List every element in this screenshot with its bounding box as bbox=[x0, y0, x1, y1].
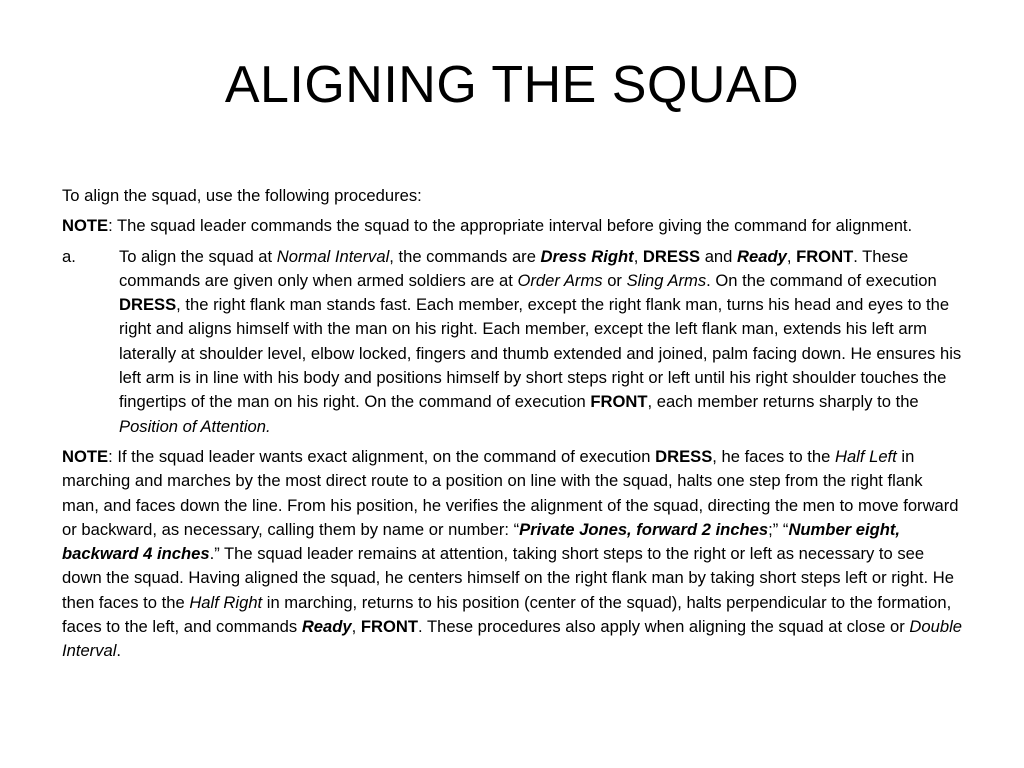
text-run: . These commands are given only when armed soldiers are at bbox=[119, 246, 909, 290]
bold-run: DRESS bbox=[119, 295, 177, 315]
text-run: , bbox=[786, 246, 797, 266]
italic-run: Order Arms bbox=[517, 270, 603, 290]
bold-run: FRONT bbox=[360, 617, 419, 637]
text-run: or bbox=[602, 270, 627, 290]
intro-paragraph: To align the squad, use the following procedures: bbox=[62, 186, 422, 205]
italic-run: Sling Arms bbox=[626, 270, 707, 290]
text-run: and bbox=[700, 246, 738, 266]
slide-title: ALIGNING THE SQUAD bbox=[224, 56, 800, 114]
note-label: NOTE bbox=[62, 446, 109, 466]
text-run: in marching, returns to his position (center of the squad), halts perpendicular to the formation, faces to the left, and commands bbox=[62, 592, 952, 637]
italic-run: Double Interval bbox=[62, 617, 962, 661]
procedure-item-a bbox=[62, 245, 962, 439]
text-run: , he faces to the bbox=[712, 446, 835, 466]
note-text: : The squad leader commands the squad to the appropriate interval before giving the command for alignment. bbox=[108, 216, 913, 236]
bold-italic-run: Dress Right bbox=[540, 246, 634, 266]
text-run: , bbox=[633, 246, 643, 266]
text-run: , the right flank man stands fast. Each member, except the right flank man, turns his head and eyes to the right and aligns himself with the man on his right. Each member, except the left flank man, extends his left arm laterally at shoulder level, elbow locked, fingers and thumb extended and joined, palm facing down. He ensures his left arm is in line with his body and positions himself by short steps right or left until his right shoulder touches the fingertips of the man on his right. On the command of execution bbox=[119, 295, 962, 412]
italic-run: Position of Attention. bbox=[119, 416, 271, 436]
text-run: To align the squad at bbox=[119, 246, 277, 266]
text-run: . On the command of execution bbox=[706, 270, 937, 290]
bold-italic-run: Ready bbox=[737, 246, 787, 266]
bold-italic-run: Private Jones, forward 2 inches bbox=[519, 519, 769, 539]
text-run: in marching and marches by the most direct route to a position on line with the squad, halts one step from the right flank man, and faces down the line. From his position, he verifies the alignment of the squad, directing the men to move forward or backward, as necessary, calling them by name or number: “ bbox=[62, 446, 959, 539]
text-run: , each member returns sharply to the bbox=[647, 392, 919, 412]
text-run: , bbox=[351, 617, 361, 637]
text-run: , the commands are bbox=[389, 246, 541, 266]
text-run: : If the squad leader wants exact alignment, on the command of execution bbox=[108, 446, 656, 466]
bold-italic-run: Ready bbox=[301, 617, 352, 637]
note-label: NOTE bbox=[62, 216, 109, 236]
slide-body bbox=[62, 184, 962, 670]
text-run: . These procedures also apply when aligning the squad at close or bbox=[418, 617, 910, 637]
bold-run: DRESS bbox=[655, 446, 713, 466]
text-run: .” The squad leader remains at attention, taking short steps to the right or left as necessary to see down the squad. Having aligned the squad, he centers himself on the right flank man by taking short steps left or right. He then faces to the bbox=[62, 544, 954, 612]
list-marker: a. bbox=[62, 246, 76, 266]
bold-italic-run: Number eight, backward 4 inches bbox=[62, 519, 900, 564]
bold-run: FRONT bbox=[590, 392, 648, 412]
bold-run: DRESS bbox=[642, 246, 701, 266]
text-run: . bbox=[116, 641, 122, 661]
procedure-text bbox=[119, 245, 962, 439]
bold-run: FRONT bbox=[796, 246, 854, 266]
italic-run: Half Right bbox=[189, 592, 263, 612]
note-paragraph-2 bbox=[62, 445, 962, 664]
italic-run: Normal Interval bbox=[276, 246, 390, 266]
italic-run: Half Left bbox=[834, 446, 897, 466]
note-paragraph-1 bbox=[62, 214, 962, 238]
text-run: ;” “ bbox=[768, 519, 789, 539]
